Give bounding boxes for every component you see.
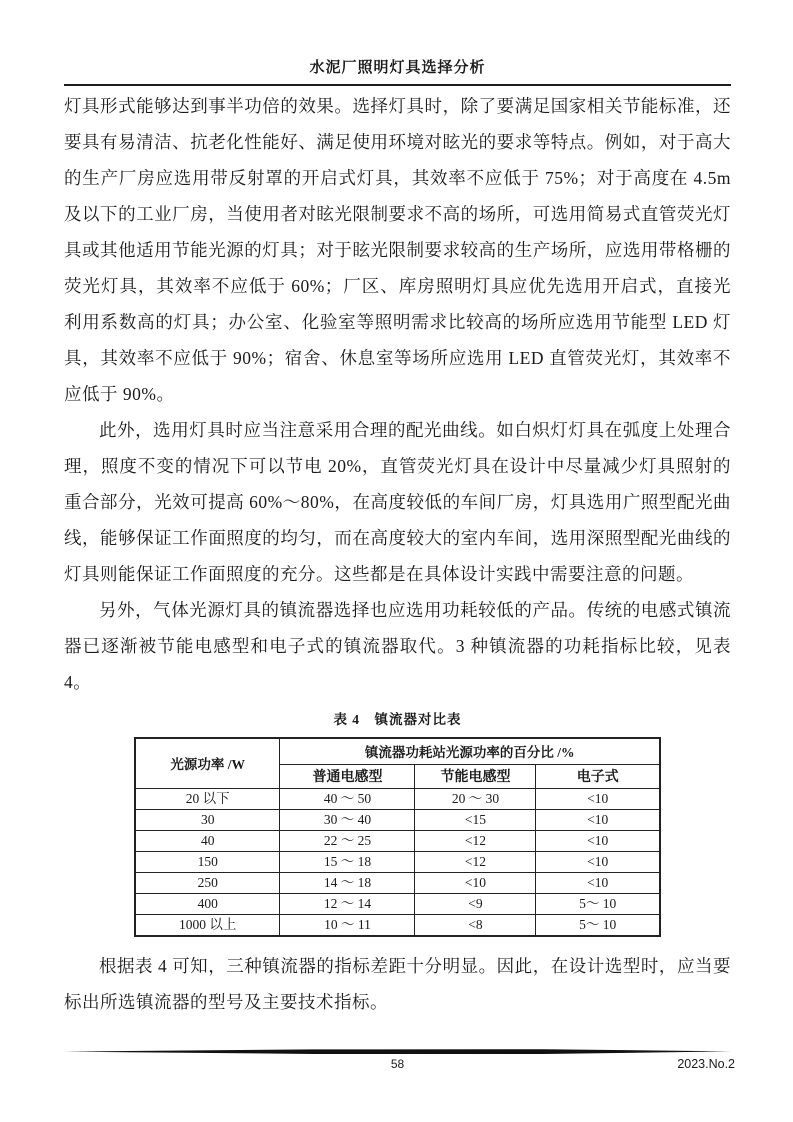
- table-cell: 40 ～ 50: [280, 788, 415, 809]
- paragraph-conclusion: 根据表 4 可知，三种镇流器的指标差距十分明显。因此，在设计选型时，应当要标出所选镇流器的型号及主要技术指标。: [64, 955, 731, 1012]
- footer-rule: [64, 1049, 731, 1055]
- subheader-energy-saving-inductive: 节能电感型: [415, 764, 536, 788]
- table-cell: 14 ～ 18: [280, 872, 415, 893]
- table-row: [135, 809, 660, 830]
- table-cell: <15: [415, 809, 536, 830]
- table-row: [135, 914, 660, 936]
- table-cell: 1000 以上: [135, 914, 280, 936]
- table-cell: <10: [536, 830, 660, 851]
- table-row: [135, 893, 660, 914]
- ballast-comparison-table: [134, 737, 661, 937]
- table-cell: 5～ 10: [536, 914, 660, 936]
- table-cell: 10 ～ 11: [280, 914, 415, 936]
- table-cell: <8: [415, 914, 536, 936]
- table-cell: 5～ 10: [536, 893, 660, 914]
- footer-issue-label: 2023.No.2: [677, 1057, 735, 1071]
- table-header-row-group: [135, 738, 660, 764]
- table-row: [135, 830, 660, 851]
- table-cell: 150: [135, 851, 280, 872]
- table-row: [135, 788, 660, 809]
- table-cell: <10: [536, 872, 660, 893]
- table-cell: <10: [536, 809, 660, 830]
- footer-page-number: 58: [390, 1057, 405, 1071]
- table-cell: 250: [135, 872, 280, 893]
- table-cell: <12: [415, 830, 536, 851]
- table-cell: 40: [135, 830, 280, 851]
- table-cell: 20 ～ 30: [415, 788, 536, 809]
- table-cell: <10: [536, 788, 660, 809]
- subheader-electronic: 电子式: [536, 764, 660, 788]
- subheader-ordinary-inductive: 普通电感型: [280, 764, 415, 788]
- table-row: [135, 872, 660, 893]
- table-caption: 表 4 镇流器对比表: [333, 712, 462, 727]
- table-cell: 12 ～ 14: [280, 893, 415, 914]
- paragraph-light-distribution: 此外，选用灯具时应当注意采用合理的配光曲线。如白炽灯灯具在弧度上处理合理，照度不变的情况下可以节电 20%，直管荧光灯具在设计中尽量减少灯具照射的重合部分，光效可提高 60%～80%，在高度较低的车间厂房，灯具选用广照型配光曲线，能够保证工作面照度的均匀，而在高度较大的室内车间，选用深照型配光曲线的灯具则能保证工作面照度的充分。这些都是在具体设计实践中需要注意的问题。: [64, 420, 731, 584]
- paragraph-lamp-selection: 灯具形式能够达到事半功倍的效果。选择灯具时，除了要满足国家相关节能标准，还要具有易清洁、抗老化性能好、满足使用环境对眩光的要求等特点。例如，对于高大的生产厂房应选用带反射罩的开启式灯具，其效率不应低于 75%；对于高度在 4.5m 及以下的工业厂房，当使用者对眩光限制要求不高的场所，可选用简易式直管荧光灯具或其他适用节能光源的灯具；对于眩光限制要求较高的生产场所，应选用带格栅的荧光灯具，其效率不应低于 60%；厂区、库房照明灯具应优先选用开启式，直接光利用系数高的灯具；办公室、化验室等照明需求比较高的场所应选用节能型 LED 灯具，其效率不应低于 90%；宿舍、休息室等场所应选用 LED 直管荧光灯，其效率不应低于 90%。: [64, 96, 731, 404]
- table-cell: <9: [415, 893, 536, 914]
- percentage-group-header: 镇流器功耗站光源功率的百分比 /%: [280, 738, 660, 764]
- table-cell: 15 ～ 18: [280, 851, 415, 872]
- running-head-title: 水泥厂照明灯具选择分析: [64, 56, 731, 86]
- table-cell: 22 ～ 25: [280, 830, 415, 851]
- table-cell: <10: [415, 872, 536, 893]
- article-body: [64, 88, 731, 1020]
- table-cell: 400: [135, 893, 280, 914]
- table-row: [135, 851, 660, 872]
- power-column-header: 光源功率 /W: [135, 738, 280, 788]
- table-cell: 30 ～ 40: [280, 809, 415, 830]
- table-cell: 20 以下: [135, 788, 280, 809]
- paragraph-ballast-intro: 另外，气体光源灯具的镇流器选择也应选用功耗较低的产品。传统的电感式镇流器已逐渐被节能电感型和电子式的镇流器取代。3 种镇流器的功耗指标比较，见表 4。: [64, 600, 731, 692]
- table-cell: <10: [536, 851, 660, 872]
- table-cell: <12: [415, 851, 536, 872]
- table-cell: 30: [135, 809, 280, 830]
